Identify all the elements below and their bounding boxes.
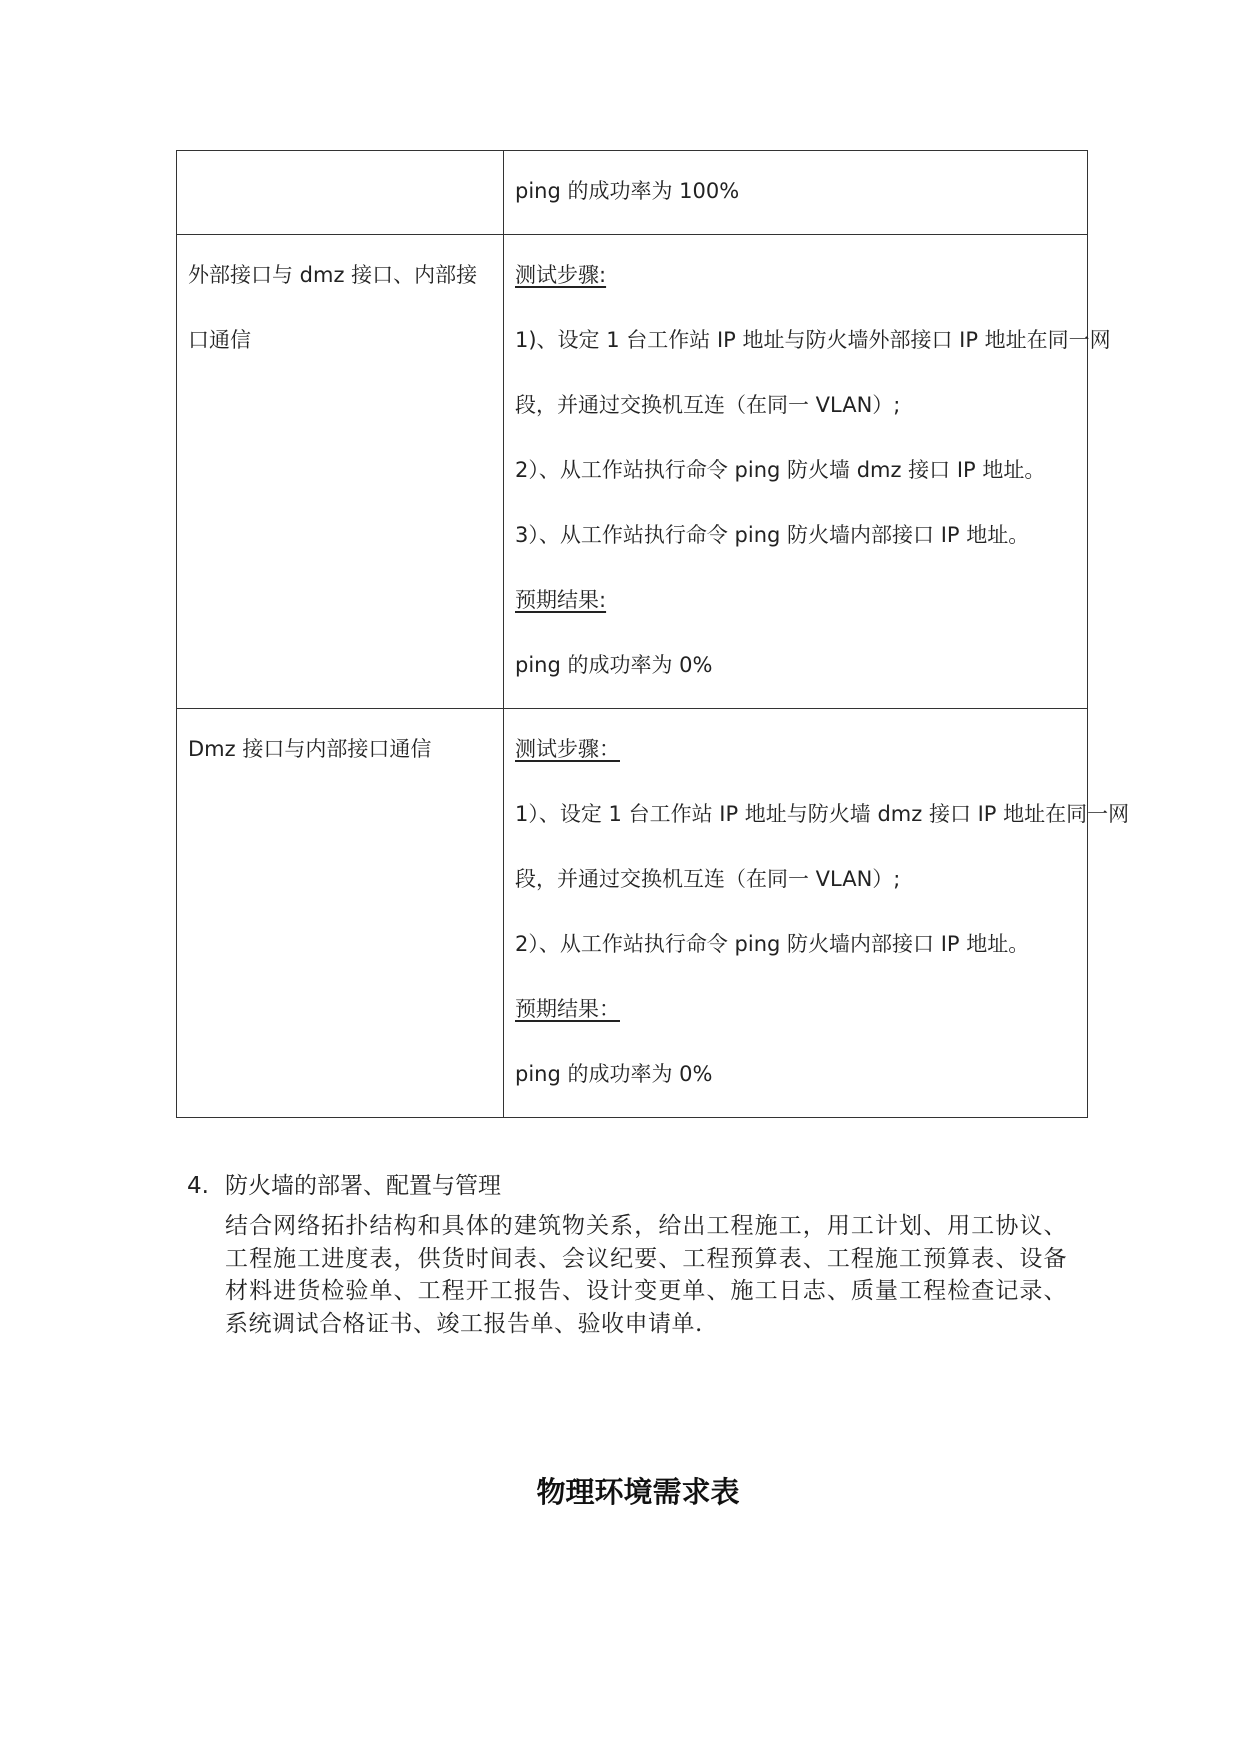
test-content-cell [504, 709, 1130, 1118]
test-item-line: Dmz 接口与内部接口通信 [188, 737, 432, 761]
content-line: ping 的成功率为 100% [515, 179, 740, 203]
test-item-line: 外部接口与 dmz 接口、内部接 [188, 263, 478, 287]
document-title: 物理环境需求表 [536, 1475, 740, 1509]
content-line: 1）、设定 1 台工作站 IP 地址与防火墙 dmz 接口 IP 地址在同一网 [515, 802, 1130, 826]
content-line: 段，并通过交换机互连（在同一 VLAN）; [515, 867, 901, 891]
table-row [177, 151, 1088, 235]
content-subheading: 预期结果： [515, 997, 620, 1021]
content-line: 3）、从工作站执行命令 ping 防火墙内部接口 IP 地址。 [515, 523, 1030, 547]
test-content-cell [504, 235, 1111, 709]
section-4 [187, 1168, 1067, 1340]
test-item-line: 口通信 [188, 328, 251, 352]
content-line: ping 的成功率为 0% [515, 1062, 713, 1086]
content-line: 2）、从工作站执行命令 ping 防火墙 dmz 接口 IP 地址。 [515, 458, 1046, 482]
test-content-cell [504, 151, 1088, 235]
content-subheading: 测试步骤: [515, 263, 607, 287]
test-table [176, 150, 1130, 1118]
section-body-paragraph: 结合网络拓扑结构和具体的建筑物关系，给出工程施工，用工计划、用工协议、工程施工进度表，供货时间表、会议纪要、工程预算表、工程施工预算表、设备材料进货检验单、工程开工报告、设计变更单、施工日志、质量工程检查记录、系统调试合格证书、竣工报告单、验收申请单. [225, 1213, 1067, 1337]
content-line: 1)、设定 1 台工作站 IP 地址与防火墙外部接口 IP 地址在同一网 [515, 328, 1111, 352]
test-item-cell [177, 709, 504, 1118]
content-subheading: 预期结果: [515, 588, 607, 612]
section-number: 4. [187, 1173, 209, 1199]
table-row [177, 235, 1088, 709]
test-item-cell [177, 235, 504, 709]
content-line: 2）、从工作站执行命令 ping 防火墙内部接口 IP 地址。 [515, 932, 1030, 956]
content-subheading: 测试步骤： [515, 737, 620, 761]
section-heading [187, 1168, 1067, 1204]
test-item-cell [177, 151, 504, 235]
test-table-body [177, 151, 1130, 1118]
content-line: 段，并通过交换机互连（在同一 VLAN）; [515, 393, 901, 417]
section-heading-text: 防火墙的部署、配置与管理 [225, 1173, 501, 1199]
table-row [177, 709, 1088, 1118]
content-line: ping 的成功率为 0% [515, 653, 713, 677]
